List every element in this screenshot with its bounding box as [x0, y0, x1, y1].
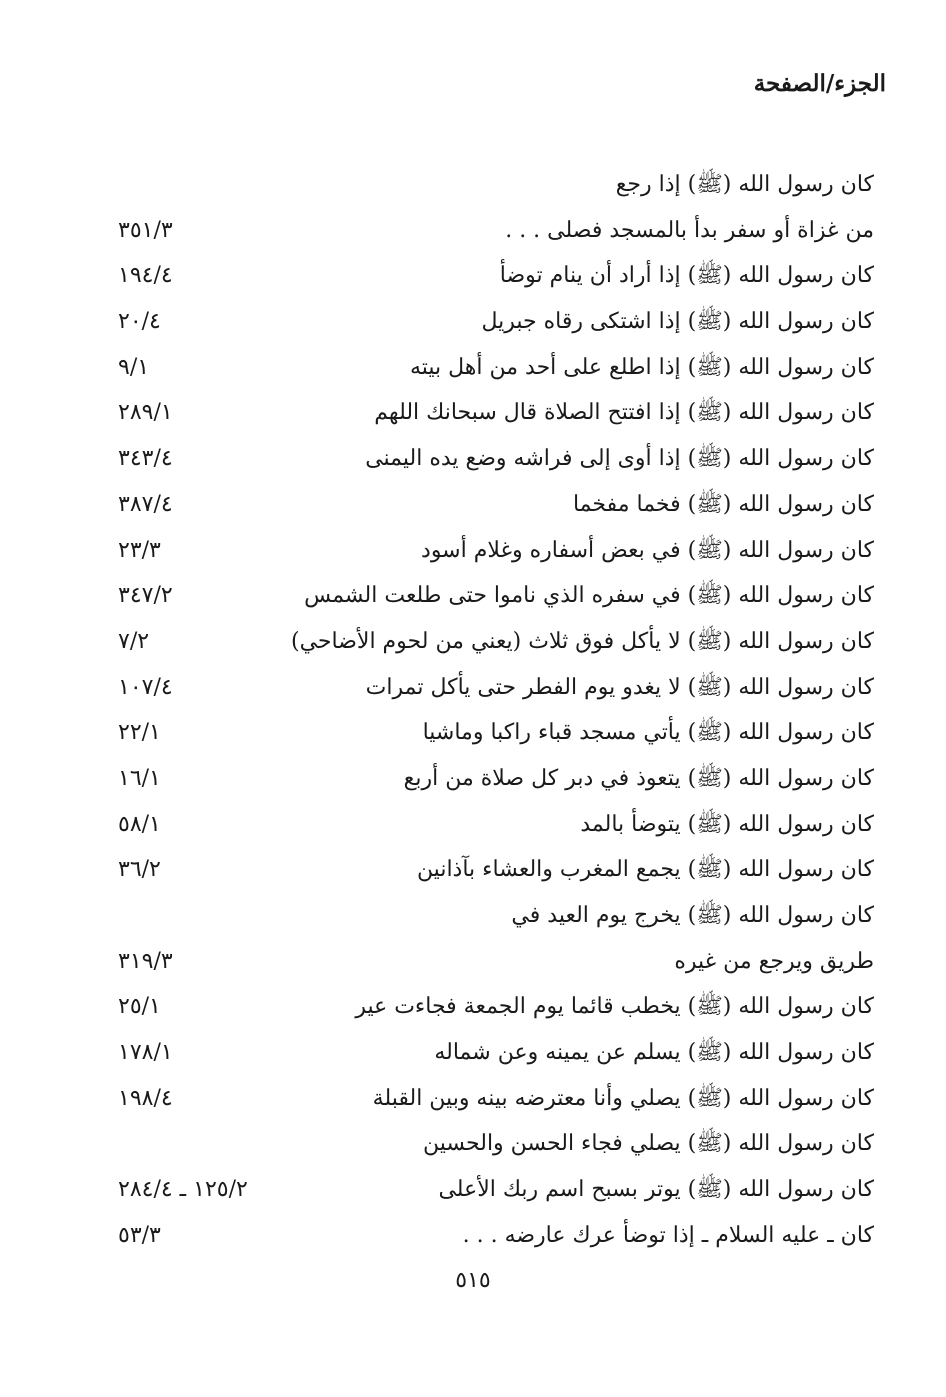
- page-number: ٥١٥: [455, 1268, 491, 1293]
- index-entry: [0, 987, 946, 1033]
- index-entry: [0, 1033, 946, 1079]
- entry-text: كان رسول الله (ﷺ) يصلي وأنا معترضه بينه وبين القبلة: [372, 1085, 874, 1111]
- index-entry: [0, 668, 946, 714]
- entry-text: كان رسول الله (ﷺ) يوتر بسبح اسم ربك الأعلى: [438, 1177, 874, 1203]
- entry-text: كان رسول الله (ﷺ) يصلي فجاء الحسن والحسين: [423, 1131, 874, 1157]
- index-entry: [0, 896, 946, 942]
- entry-reference: ٩/١: [118, 354, 150, 380]
- entry-text: كان رسول الله (ﷺ) يتوضأ بالمد: [580, 811, 874, 837]
- entry-reference: ١٦/١: [118, 765, 161, 791]
- entry-text: كان رسول الله (ﷺ) يخرج يوم العيد في: [511, 903, 874, 928]
- entry-reference: ١٠٧/٤: [118, 674, 173, 700]
- entry-text: كان رسول الله (ﷺ) إذا اطلع على أحد من أهل بيته: [409, 354, 874, 380]
- entry-text: كان رسول الله (ﷺ) في بعض أسفاره وغلام أسود: [421, 537, 874, 563]
- index-entry: [0, 211, 946, 257]
- index-entry: [0, 805, 946, 851]
- entry-text: كان رسول الله (ﷺ) لا يأكل فوق ثلاث (يعني من لحوم الأضاحي): [291, 628, 874, 654]
- page-header: الجزء/الصفحة: [753, 70, 886, 97]
- index-entry: [0, 622, 946, 668]
- entry-text: كان رسول الله (ﷺ) لا يغدو يوم الفطر حتى يأكل تمرات: [365, 674, 874, 700]
- index-list: [0, 165, 946, 1262]
- entry-text: كان رسول الله (ﷺ) إذا أوى إلى فراشه وضع يده اليمنى: [365, 446, 874, 472]
- entry-reference: ٢٠/٤: [118, 309, 161, 335]
- index-entry: [0, 1079, 946, 1125]
- entry-text: كان رسول الله (ﷺ) إذا اشتكى رقاه جبريل: [481, 309, 874, 335]
- index-entry: [0, 713, 946, 759]
- entry-reference: ٢٨٩/١: [118, 400, 173, 426]
- entry-text: كان رسول الله (ﷺ) يتعوذ في دبر كل صلاة من أربع: [403, 765, 874, 791]
- entry-reference: ٢٢/١: [118, 720, 161, 746]
- entry-reference: ٥٣/٣: [118, 1222, 161, 1248]
- index-entry: [0, 1170, 946, 1216]
- entry-text: كان رسول الله (ﷺ) إذا افتتح الصلاة قال سبحانك اللهم: [374, 400, 874, 426]
- index-entry: [0, 850, 946, 896]
- entry-text: كان رسول الله (ﷺ) إذا أراد أن ينام توضأ: [499, 263, 874, 289]
- entry-reference: ٢٣/٣: [118, 537, 161, 563]
- index-entry: [0, 942, 946, 988]
- entry-text: كان ـ عليه السلام ـ إذا توضأ عرك عارضه . . .: [462, 1222, 874, 1248]
- entry-text: كان رسول الله (ﷺ) يجمع المغرب والعشاء بآذانين: [416, 857, 874, 883]
- index-entry: [0, 759, 946, 805]
- entry-text: طريق ويرجع من غيره: [674, 948, 874, 974]
- entry-reference: ١٢٥/٢ ـ ٢٨٤/٤: [118, 1177, 248, 1203]
- index-entry: [0, 393, 946, 439]
- index-entry: [0, 256, 946, 302]
- entry-reference: ٣٨٧/٤: [118, 491, 173, 517]
- entry-reference: ٣٦/٢: [118, 857, 161, 883]
- index-entry: [0, 439, 946, 485]
- entry-text: من غزاة أو سفر بدأ بالمسجد فصلى . . .: [505, 217, 874, 243]
- entry-reference: ٣١٩/٣: [118, 948, 173, 974]
- entry-text: كان رسول الله (ﷺ) إذا رجع: [615, 172, 874, 197]
- entry-reference: ٣٥١/٣: [118, 217, 173, 243]
- entry-text: كان رسول الله (ﷺ) يسلم عن يمينه وعن شماله: [434, 1040, 874, 1066]
- index-entry: [0, 302, 946, 348]
- index-entry: [0, 576, 946, 622]
- index-entry: [0, 531, 946, 577]
- entry-reference: ٥٨/١: [118, 811, 161, 837]
- entry-reference: ٢٥/١: [118, 994, 161, 1020]
- entry-text: كان رسول الله (ﷺ) فخما مفخما: [572, 491, 874, 517]
- entry-reference: ٣٤٧/٢: [118, 583, 173, 609]
- index-entry: [0, 165, 946, 211]
- entry-text: كان رسول الله (ﷺ) في سفره الذي ناموا حتى طلعت الشمس: [304, 583, 874, 609]
- entry-reference: ١٩٤/٤: [118, 263, 173, 289]
- entry-reference: ١٩٨/٤: [118, 1085, 173, 1111]
- entry-text: كان رسول الله (ﷺ) يأتي مسجد قباء راكبا وماشيا: [422, 720, 874, 746]
- entry-reference: ١٧٨/١: [118, 1040, 173, 1066]
- entry-reference: ٣٤٣/٤: [118, 446, 173, 472]
- index-entry: [0, 1216, 946, 1262]
- index-entry: [0, 485, 946, 531]
- index-entry: [0, 1124, 946, 1170]
- index-entry: [0, 348, 946, 394]
- entry-reference: ٧/٢: [118, 628, 150, 654]
- entry-text: كان رسول الله (ﷺ) يخطب قائما يوم الجمعة فجاءت عير: [355, 994, 874, 1020]
